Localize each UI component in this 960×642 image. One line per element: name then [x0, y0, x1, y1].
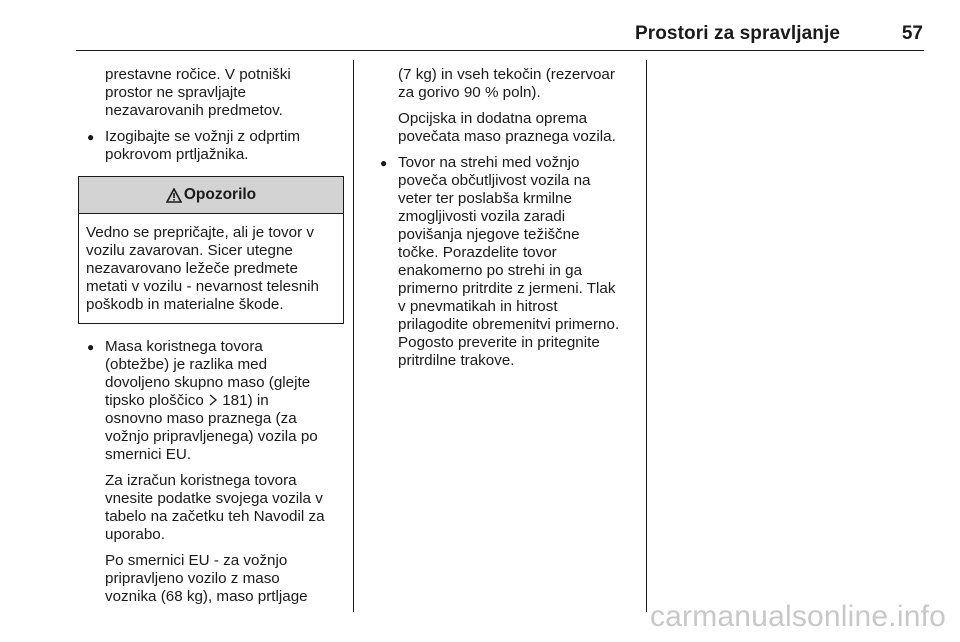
text-line: povečata maso praznega vozila. [398, 128, 616, 145]
warning-body [79, 214, 343, 323]
text-line: osnovno maso praznega (za [105, 410, 297, 427]
text-line: Za izračun koristnega tovora [105, 472, 297, 489]
page-number: 57 [901, 23, 923, 44]
text-line: za gorivo 90 % poln). [398, 84, 541, 101]
text-line: Opcijska in dodatna oprema [398, 110, 588, 127]
text-line: pritrdilne trakove. [398, 352, 515, 369]
text-line: Masa koristnega tovora [105, 338, 263, 355]
page-header-title: Prostori za spravljanje [634, 23, 840, 44]
bullet-dot-icon: ● [380, 156, 388, 170]
text-line: tabelo na začetku teh Navodil za [105, 508, 325, 525]
warning-header [79, 177, 343, 214]
text-line: vozilu zavarovan. Sicer utegne [86, 242, 293, 259]
text-line: Vedno se prepričajte, ali je tovor v [86, 224, 314, 241]
text-line: primerno pritrdite z jermeni. Tlak [398, 280, 616, 297]
text-line: nezavarovano ležeče predmete [86, 260, 298, 277]
text-line: točke. Porazdelite tovor [398, 244, 557, 261]
bullet-item [78, 338, 344, 464]
page-reference-icon [208, 394, 218, 406]
text-line: prostor ne spravljajte [105, 84, 246, 101]
text-line: veter ter poslabša krmilne [398, 190, 572, 207]
bullet-dot-icon: ● [87, 130, 95, 144]
text-line: povišanja njegove težiščne [398, 226, 580, 243]
text-line: Tovor na strehi med vožnjo [398, 154, 580, 171]
text-line: voznika (68 kg), maso prtljage [105, 588, 308, 605]
text-line: poveča občutljivost vozila na [398, 172, 591, 189]
text-line: tipsko ploščico [105, 392, 204, 409]
text-line: uporabo. [105, 526, 165, 543]
text-line: vnesite podatke svojega vozila v [105, 490, 323, 507]
watermark: carmanualsonline.info [649, 600, 946, 633]
paragraph [371, 110, 639, 146]
warning-title: Opozorilo [183, 186, 257, 203]
warning-triangle-icon [166, 188, 182, 203]
warning-box [78, 176, 344, 324]
left-column [78, 66, 344, 614]
text-line: metati v vozilu - nevarnost telesnih [86, 278, 319, 295]
text-line: prestavne ročice. V potniški [105, 66, 291, 83]
paragraph [371, 66, 639, 102]
text-line: 181) in [222, 392, 269, 409]
text-line: zmogljivosti vozila zaradi [398, 208, 566, 225]
text-line: nezavarovanih predmetov. [105, 102, 283, 119]
bullet-item [78, 128, 344, 164]
paragraph [78, 472, 344, 544]
text-line: vožnjo pripravljenega) vozila po [105, 428, 318, 445]
paragraph [78, 552, 344, 606]
right-column [371, 66, 639, 378]
text-line: pokrovom prtljažnika. [105, 146, 249, 163]
text-line: Po smernici EU - za vožnjo [105, 552, 288, 569]
bullet-item [371, 154, 639, 370]
text-line: prilagodite obremenitvi primerno. [398, 316, 620, 333]
text-line: poškodb in materialne škode. [86, 296, 284, 313]
continued-paragraph [78, 66, 344, 120]
text-line: (obtežbe) je razlika med [105, 356, 268, 373]
text-line: enakomerno po strehi in ga [398, 262, 583, 279]
column-divider-right [646, 60, 647, 612]
text-line: (7 kg) in vseh tekočin (rezervoar [398, 66, 615, 83]
text-line: v pnevmatikah in hitrost [398, 298, 558, 315]
text-line: smernici EU. [105, 446, 192, 463]
text-line: pripravljeno vozilo z maso [105, 570, 280, 587]
column-divider-left [353, 60, 354, 612]
text-line: Izogibajte se vožnji z odprtim [105, 128, 300, 145]
bullet-dot-icon: ● [87, 340, 95, 354]
header-rule [76, 50, 924, 51]
text-line: Pogosto preverite in pritegnite [398, 334, 600, 351]
text-line: dovoljeno skupno maso (glejte [105, 374, 311, 391]
